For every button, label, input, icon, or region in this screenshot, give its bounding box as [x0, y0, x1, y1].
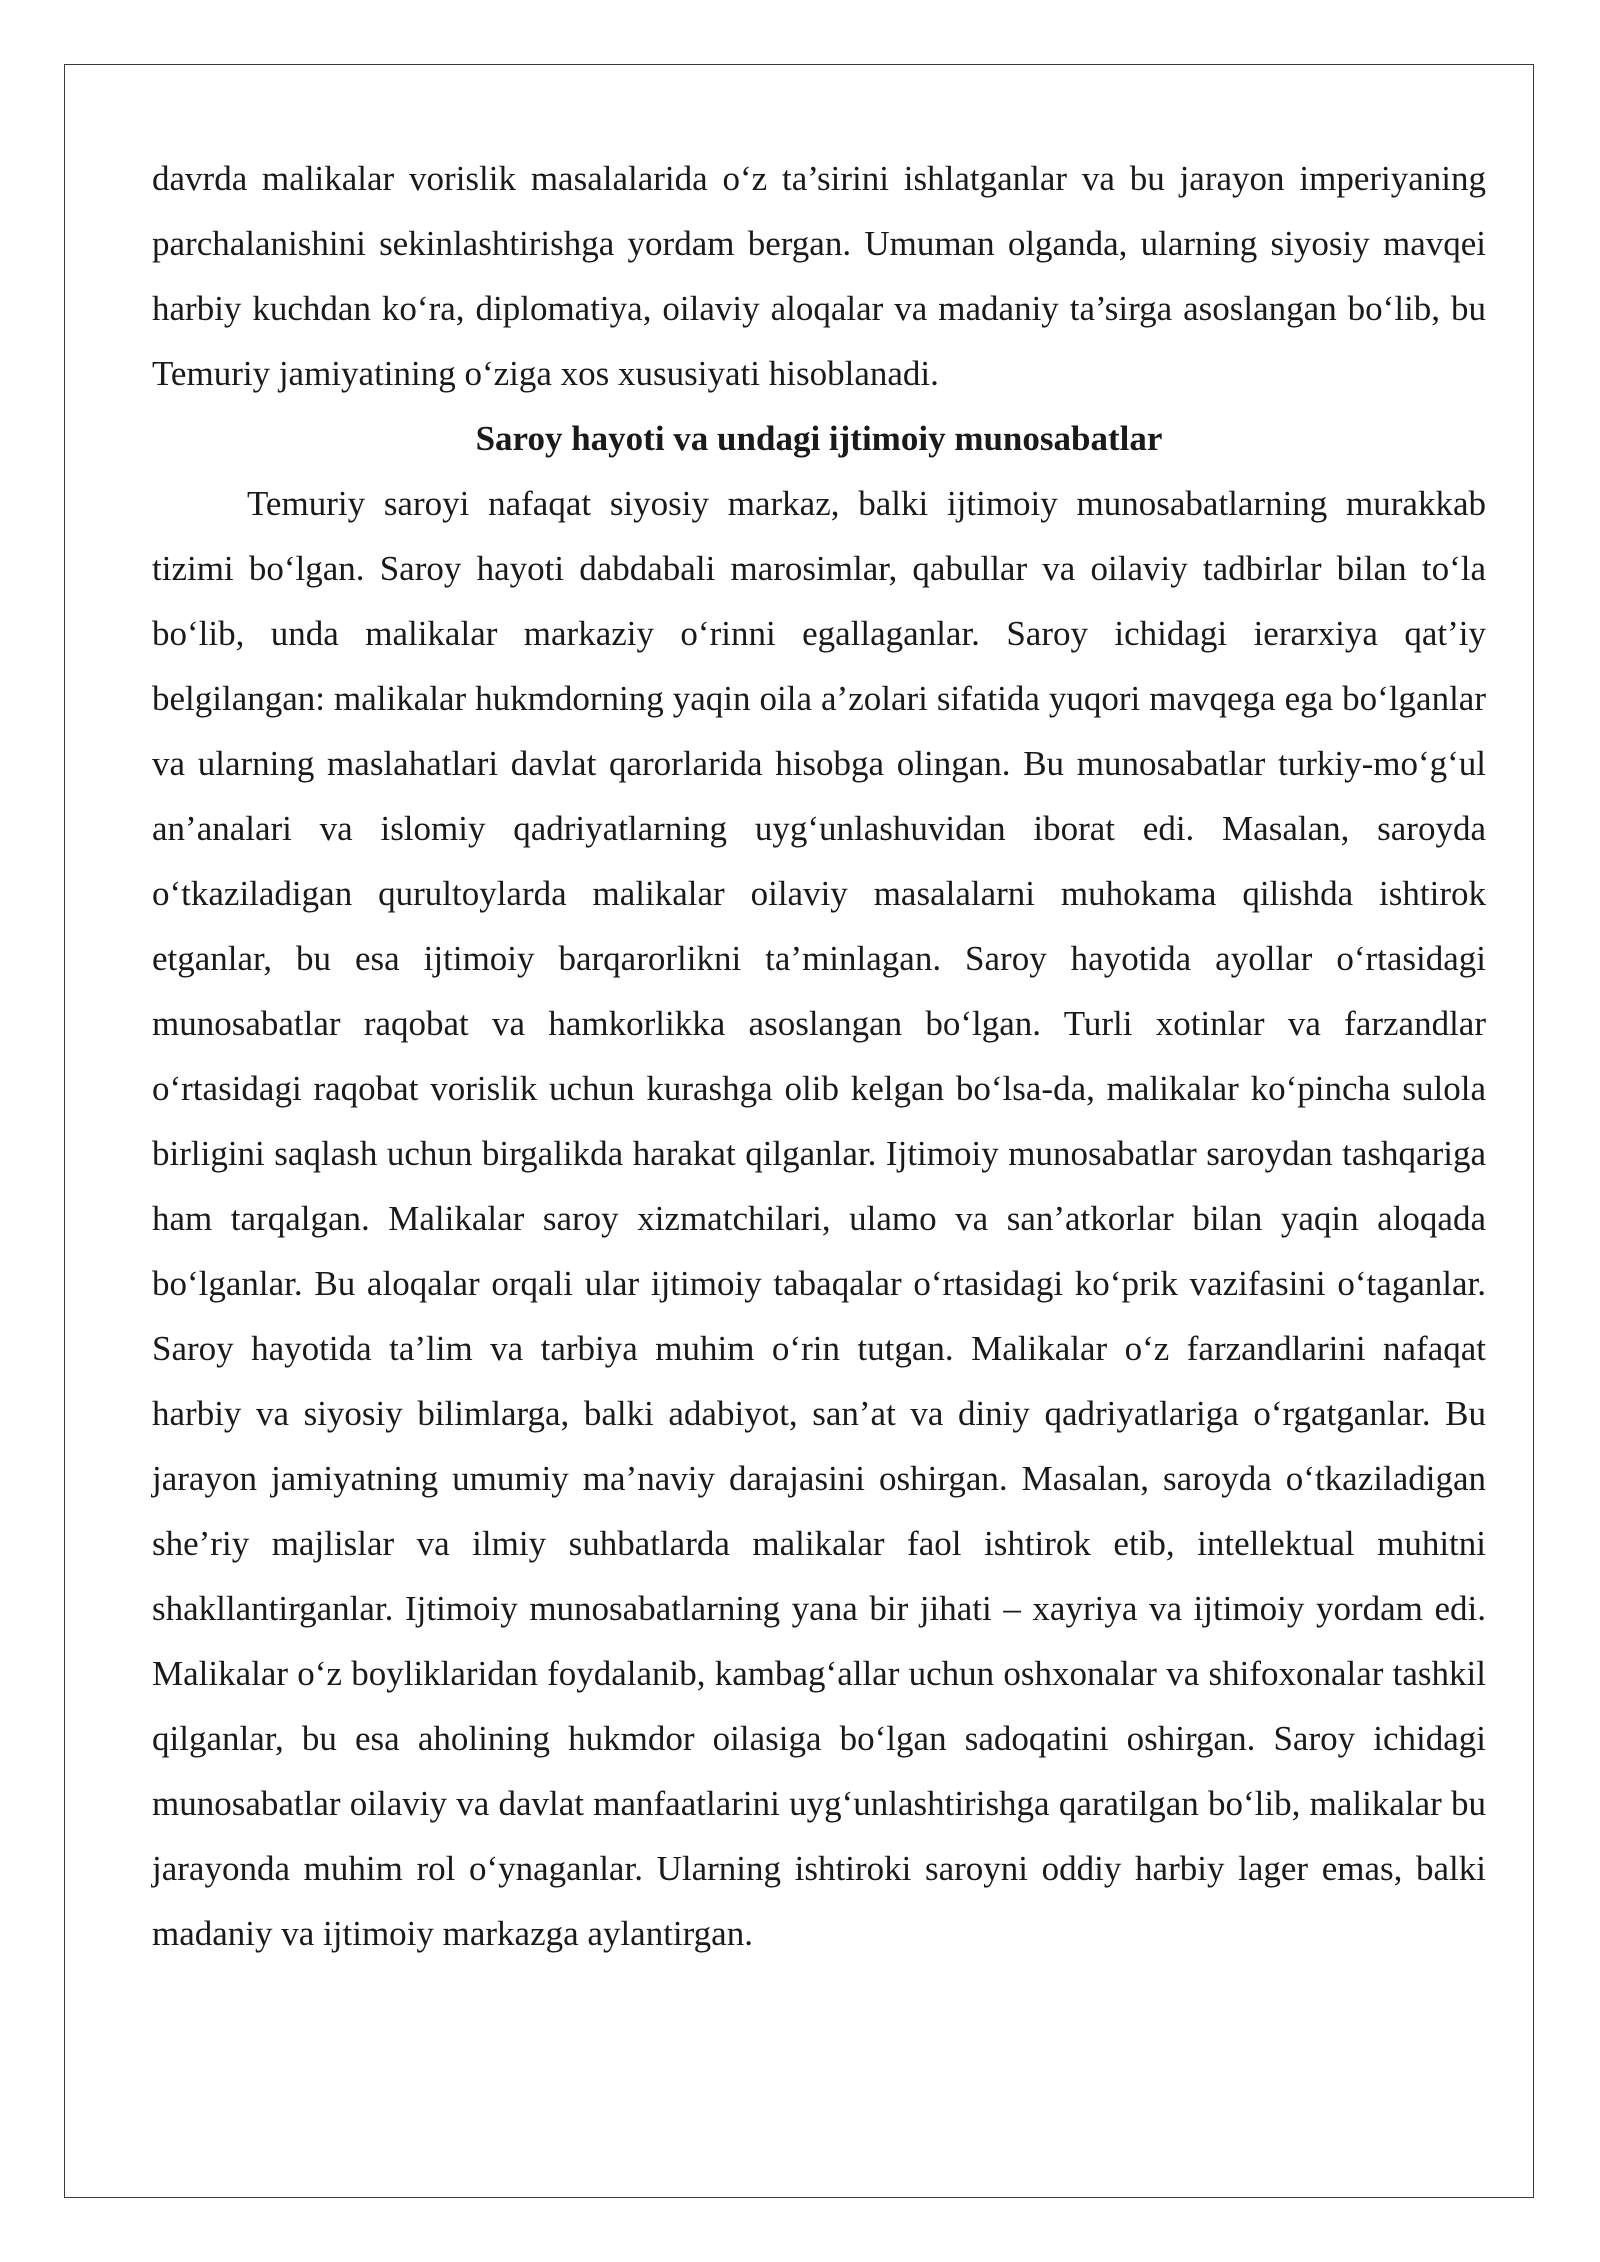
body-paragraph: davrda malikalar vorislik masalalarida o‘z ta’sirini ishlatganlar va bu jarayon imperiyaning parchalanishini sekinlashtirishga yordam bergan. Umuman olganda, ularning siyosiy mavqei harbiy kuchdan ko‘ra, diplomatiya, oilaviy aloqalar va madaniy ta’sirga asoslangan bo‘lib, bu Temuriy jamiyatining o‘ziga xos xususiyati hisoblanadi.	[152, 159, 1486, 393]
body-paragraph: Temuriy saroyi nafaqat siyosiy markaz, balki ijtimoiy munosabatlarning murakkab tizimi bo‘lgan. Saroy hayoti dabdabali marosimlar, qabullar va oilaviy tadbirlar bilan to‘la bo‘lib, unda malikalar markaziy o‘rinni egallaganlar. Saroy ichidagi ierarxiya qat’iy belgilangan: malikalar hukmdorning yaqin oila a’zolari sifatida yuqori mavqega ega bo‘lganlar va ularning maslahatlari davlat qarorlarida hisobga olingan. Bu munosabatlar turkiy-mo‘g‘ul an’analari va islomiy qadriyatlarning uyg‘unlashuvidan iborat edi. Masalan, saroyda o‘tkaziladigan qurultoylarda malikalar oilaviy masalalarni muhokama qilishda ishtirok etganlar, bu esa ijtimoiy barqarorlikni ta’minlagan. Saroy hayotida ayollar o‘rtasidagi munosabatlar raqobat va hamkorlikka asoslangan bo‘lgan. Turli xotinlar va farzandlar o‘rtasidagi raqobat vorislik uchun kurashga olib kelgan bo‘lsa-da, malikalar ko‘pincha sulola birligini saqlash uchun birgalikda harakat qilganlar. Ijtimoiy munosabatlar saroydan tashqariga ham tarqalgan. Malikalar saroy xizmatchilari, ulamo va san’atkorlar bilan yaqin aloqada bo‘lganlar. Bu aloqalar orqali ular ijtimoiy tabaqalar o‘rtasidagi ko‘prik vazifasini o‘taganlar. Saroy hayotida ta’lim va tarbiya muhim o‘rin tutgan. Malikalar o‘z farzandlarini nafaqat harbiy va siyosiy bilimlarga, balki adabiyot, san’at va diniy qadriyatlariga o‘rgatganlar. Bu jarayon jamiyatning umumiy ma’naviy darajasini oshirgan. Masalan, saroyda o‘tkaziladigan she’riy majlislar va ilmiy suhbatlarda malikalar faol ishtirok etib, intellektual muhitni shakllantirganlar. Ijtimoiy munosabatlarning yana bir jihati – xayriya va ijtimoiy yordam edi. Malikalar o‘z boyliklaridan foydalanib, kambag‘allar uchun oshxonalar va shifoxonalar tashkil qilganlar, bu esa aholining hukmdor oilasiga bo‘lgan sadoqatini oshirgan. Saroy ichidagi munosabatlar oilaviy va davlat manfaatlarini uyg‘unlashtirishga qaratilgan bo‘lib, malikalar bu jarayonda muhim rol o‘ynaganlar. Ularning ishtiroki saroyni oddiy harbiy lager emas, balki madaniy va ijtimoiy markazga aylantirgan.	[152, 484, 1486, 1953]
section-heading: Saroy hayoti va undagi ijtimoiy munosabatlar	[475, 419, 1163, 458]
document-body	[152, 146, 1486, 1966]
